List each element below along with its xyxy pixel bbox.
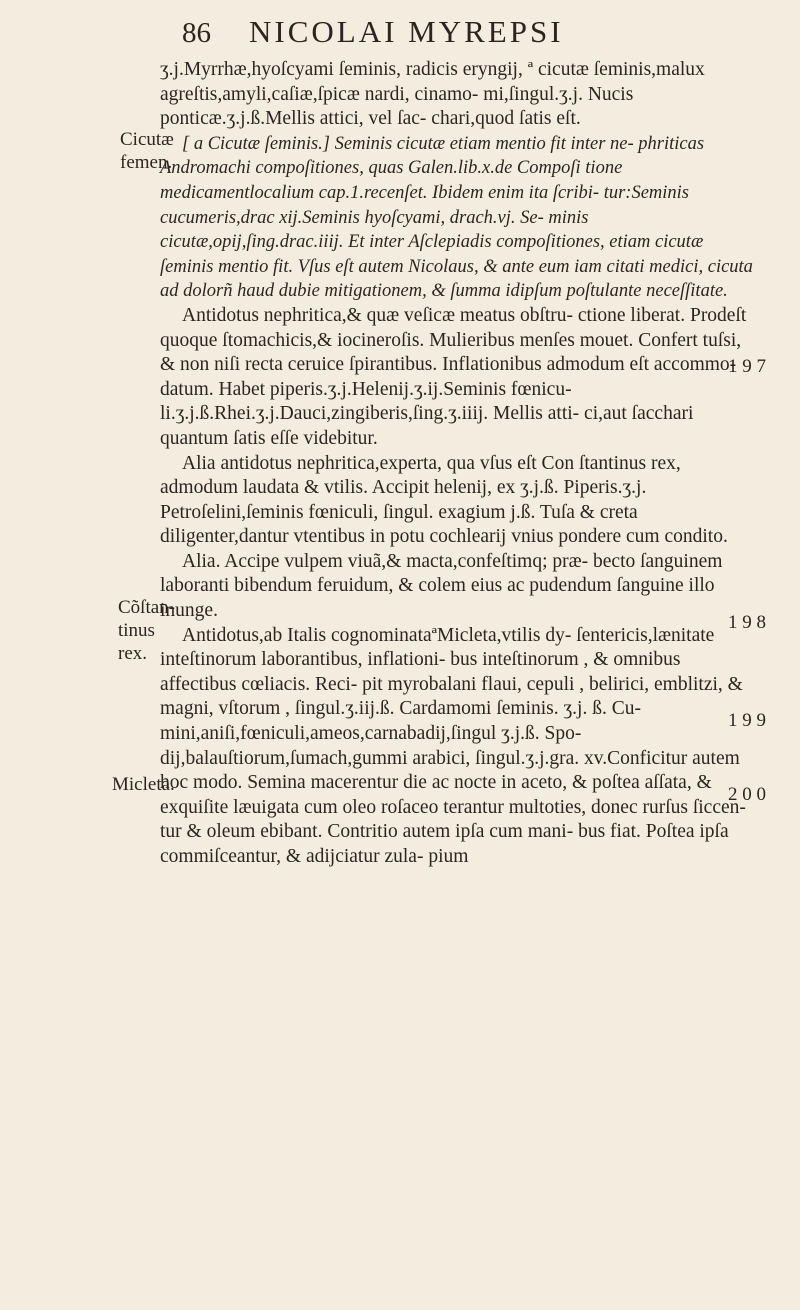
margin-note-line: Cõſtan-: [118, 597, 175, 618]
paragraph-commentary: [ a Cicutæ ſeminis.] Seminis cicutæ etiam mentio fit inter ne- phriticas Andromachi compoſitiones, quas Galen.lib.x.de Compoſi tione medicamentlocalium cap.1.recenſet. Ibidem enim ita ſcribi- tur:Seminis cucumeris,drac xij.Seminis hyoſcyami, drach.vj. Se- minis cicutæ,opij,ſing.drac.iiij. Et inter Aſclepiadis compoſitiones, etiam cicutæ ſeminis mentio fit. Vſus eſt autem Nicolaus, & ante eum iam citati medici, cicuta ad dolorñ haud dubie mitigationem, & ſumma idipſum poſtulante neceſſitate.: [160, 133, 753, 302]
line-number: 2 0 0: [728, 784, 766, 805]
line-number: 1 9 9: [728, 710, 766, 731]
line-number: 1 9 7: [728, 356, 766, 377]
paragraph-antidotus-micleta: Antidotus,ab Italis cognominataªMicleta,vtilis dy- ſentericis,lænitate inteſtinorum laborantibus, inflationi- bus inteſtinorum , & omnibus affectibus cœliacis. Reci- pit myrobalani flaui, cepuli , belirici, emblitzi, & magni, vſtorum , ſingul.ʒ.iij.ß. Cardamomi ſeminis. ʒ.j. ß. Cu- mini,aniſi,fœniculi,ameos,carnabadij,ſingul ʒ.j.ß. Spo- dij,balauſtiorum,ſumach,gummi arabici, ſingul.ʒ.j.gra. xv.Conficitur autem hoc modo. Semina macerentur die ac nocte in aceto, & poſtea aſſata, & exquiſite læuigata cum oleo roſaceo terantur multoties, donec rurſus ſiccen- tur & oleum ebibant. Contritio autem ipſa cum mani- bus fiat. Poſtea ipſa commiſceantur, & adijciatur zula- pium: [160, 624, 746, 867]
margin-note-line: femen.: [120, 152, 173, 173]
paragraph-antidotus-nephritica: Antidotus nephritica,& quæ veſicæ meatus obſtru- ctione liberat. Prodeſt quoque ſtomachicis,& iocineroſis. Mulieribus menſes mouet. Confert tuſsi, & non niſi recta ceruice ſpirantibus. Inflationibus admodum eſt accommo- datum. Habet piperis.ʒ.j.Helenij.ʒ.ij.Seminis fœnicu- li.ʒ.j.ß.Rhei.ʒ.j.Dauci,zingiberis,ſing.ʒ.iiij. Mellis atti- ci,aut ſacchari quantum ſatis eſſe videbitur.: [160, 304, 747, 449]
margin-note-line: rex.: [118, 643, 148, 664]
line-number: 1 9 8: [728, 612, 766, 633]
page-header: [182, 14, 742, 50]
margin-note-line: Cicutæ: [120, 129, 174, 150]
main-text: [160, 58, 760, 870]
margin-note-line: tinus: [118, 620, 155, 641]
paragraph-alia-antidotus: Alia antidotus nephritica,experta, qua vſus eſt Con ſtantinus rex, admodum laudata & vtilis. Accipit helenij, ex ʒ.j.ß. Piperis.ʒ.j. Petroſelini,ſeminis fœniculi, ſingul. exagium j.ß. Tuſa & creta diligenter,dantur vtentibus in potu cochlearij vnius pondere cum condito.: [160, 452, 728, 548]
running-title: NICOLAI MYREPSI: [249, 14, 564, 49]
paragraph-alia-vulpem: Alia. Accipe vulpem viuã,& macta,confeſtimq; præ- becto ſanguinem laboranti bibendum feruidum, & colem eius ac pudendum ſanguine illo inunge.: [160, 550, 723, 622]
margin-note-line: Micleta.: [112, 774, 175, 795]
page-number: 86: [182, 17, 211, 49]
paragraph-recipe-continuation: ʒ.j.Myrrhæ,hyoſcyami ſeminis, radicis eryngij, ª cicutæ ſeminis,malux agreſtis,amyli,caſiæ,ſpicæ nardi, cinamo- mi,ſingul.ʒ.j. Nucis ponticæ.ʒ.j.ß.Mellis attici, vel ſac- chari,quod ſatis eſt.: [160, 59, 705, 130]
